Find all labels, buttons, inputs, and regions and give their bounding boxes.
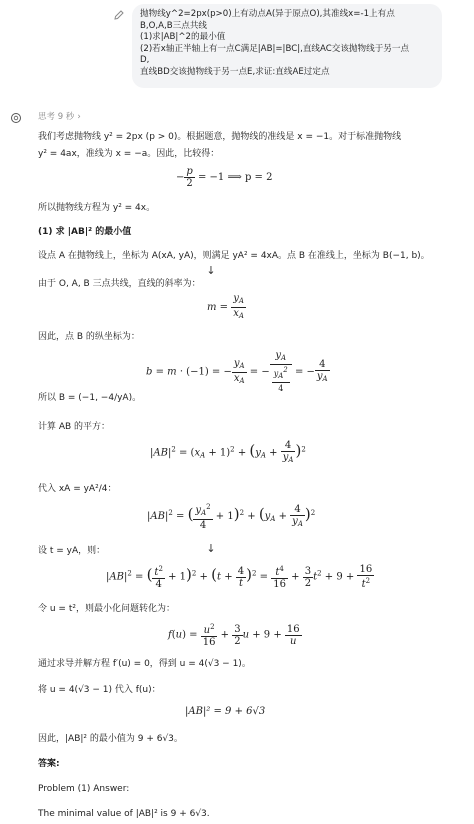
equation-ab-in-t: $|AB|^2$ = ( $\frac{t^2}{4}$ + 1)$^2$ + (t + $\frac{4}{t}$ )$^2$ = $\frac{t^4}{16}$ + $\frac{3}{2}$ $t^2 + 9$ + $\frac{16}{t^2}$ [106,564,373,590]
answer-paragraph: 将 u = 4(√3 − 1) 代入 f(u)： [38,685,161,695]
answer-paragraph: y² = 4ax，准线为 x = −a。因此，比较得： [38,149,220,159]
user-message-line: 直线BD交该抛物线于另一点E,求证:直线AE过定点 [140,66,330,77]
answer-paragraph: 因此，|AB|² 的最小值为 9 + 6√3。 [38,734,183,744]
user-message-line: B,O,A,B三点共线 [140,20,208,31]
thinking-toggle[interactable] [38,110,81,122]
equation-p: − $\frac{p}{2}$ = −1 ⟹ p = 2 [176,166,273,189]
equation-p-rhs: = −1 ⟹ p = 2 [197,172,273,183]
answer-paragraph: 计算 AB 的平方： [38,422,111,432]
answer-paragraph: 所以抛物线方程为 y² = 4x。 [38,203,156,213]
thinking-label: 思考 9 秒 [38,112,75,122]
equation-slope: m = $\frac{y_A}{x_A}$ [207,293,244,320]
equation-f-of-u: f(u) = $\frac{u^2}{16}$ + $\frac{3}{2}$ u + 9 + $\frac{16}{u}$ [168,623,300,648]
scroll-down-arrow-icon[interactable]: ↓ [206,264,216,277]
chevron-right-icon: › [77,112,81,122]
answer-paragraph: 代入 xA = yA²/4： [38,484,117,494]
user-message-line: (2)若x轴正半轴上有一点C满足|AB|=|BC|,直线AC交该抛物线于另一点 [140,43,410,54]
answer-paragraph: 设点 A 在抛物线上，坐标为 A(xA, yA)，则满足 yA² = 4xA。点 B 在准线上，坐标为 B(−1, b)。 [38,251,430,261]
answer-paragraph: 通过求导并解方程 f′(u) = 0，得到 u = 4(√3 − 1)。 [38,659,251,669]
answer-paragraph: 我们考虑抛物线 y² = 2px (p > 0)。根据题意，抛物线的准线是 x = −1。对于标准抛物线 [38,132,402,142]
equation-b: b = m · (−1) = − $\frac{y_A}{x_A}$ = − $\frac{y_A}{\frac{yA2}{4}}$ = − $\frac{4}{y_A}$ [146,350,328,393]
section-heading-part1: (1) 求 |AB|² 的最小值 [38,227,132,237]
equation-ab-substituted: $|AB|^2$ = ( $\frac{y_A^2}{4}$ + $1)^2 + (y_A$ + $\frac{4}{y_A}$ )$^2$ [147,503,316,531]
answer-paragraph: 设 t = yA，则： [38,546,106,556]
answer-paragraph: The minimal value of |AB|² is 9 + 6√3. [38,809,210,819]
edit-icon[interactable] [113,9,125,21]
user-message-line: 抛物线y^2=2px(p>0)上有动点A(异于原点O),其准线x=-1上有点 [140,9,395,19]
answer-paragraph: 所以 B = (−1, −4/yA)。 [38,393,142,403]
user-message-bubble [132,4,442,88]
answer-paragraph: 令 u = t²，则最小化问题转化为： [38,604,175,614]
equation-final: |AB|² = 9 + 6√3 [185,706,266,717]
user-message-line: D, [140,55,150,65]
equation-ab-squared: $|AB|^2 = (x_A + 1)^2 + (y_A$ + $\frac{4}{y_A}$ )$^2$ [150,440,306,464]
scroll-down-arrow-icon[interactable]: ↓ [206,542,216,555]
user-message-line: (1)求|AB|^2的最小值 [140,32,226,42]
answer-paragraph: Problem (1) Answer: [38,784,130,794]
answer-paragraph: 因此，点 B 的纵坐标为： [38,332,140,342]
answer-heading: 答案: [38,759,60,769]
answer-paragraph: 由于 O, A, B 三点共线，直线的斜率为： [38,279,201,289]
assistant-logo-icon [10,112,22,124]
